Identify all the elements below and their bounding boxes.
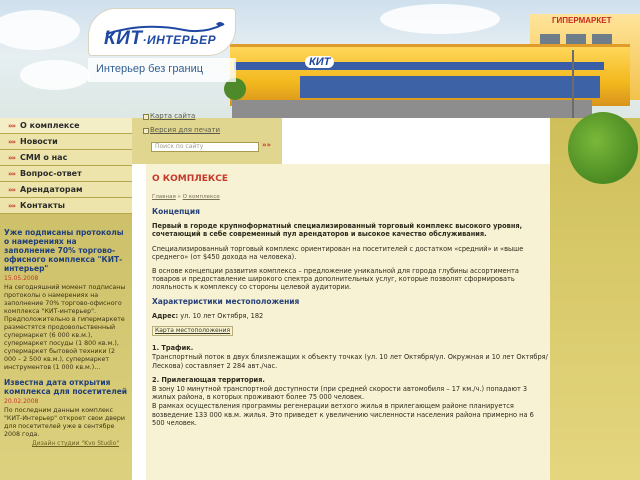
left-sidebar [0,118,132,480]
main-menu [0,118,132,214]
paragraph: Транспортный поток в двух близлежащих к объекту точках (ул. 10 лет Октября/ул. Окружная и 10 лет Октября/Лескова) составляет 2 284 авт./час. [152,353,548,370]
news-title-link[interactable]: Уже подписаны протоколы о намерениях на заполнение 70% торгово-офисного комплекса "КИТ-интерьер" [4,228,124,273]
address-line [152,312,548,320]
sitemap-icon [143,114,149,120]
utility-panel [132,118,282,164]
logo-sub: ·ИНТЕРЬЕР [142,33,217,47]
news-date: 15.05.2008 [4,275,39,282]
double-arrow-icon: »» [8,137,16,146]
breadcrumb-separator: » [175,194,183,200]
page-title: О КОМПЛЕКСЕ [152,174,229,184]
logo-main: КИТ [104,28,143,49]
menu-item-label: Новости [20,137,58,146]
cloud [380,4,500,34]
developer-link[interactable]: Дизайн студии "Kvo Studio" [32,440,120,447]
logo[interactable] [104,28,216,50]
cloud [20,60,90,90]
search-input[interactable]: Поиск по сайту [151,142,259,152]
tree-icon [568,112,638,184]
shop-band [300,76,600,98]
map-link[interactable]: Карта местоположения [152,326,233,336]
menu-item-news[interactable] [0,134,132,150]
double-arrow-icon: »» [8,153,16,162]
paragraph: В зону 10 минутной транспортной доступности (при средней скорости автомобиля – 17 км./ч.) попадают 3 жилых района, в которых проживают более 75 000 человек. [152,385,528,402]
lead-paragraph: Первый в городе крупноформатный специализированный торговый комплекс высокого уровня, сочетающий в себе современный пул арендаторов и высокое качество обслуживания. [152,222,523,239]
slogan: Интерьер без границ [96,63,204,75]
menu-item-faq[interactable] [0,166,132,182]
menu-item-tenants[interactable] [0,182,132,198]
section-title-location: Характеристики местоположения [152,296,300,306]
breadcrumb [152,194,220,200]
double-arrow-icon: »» [8,169,16,178]
breadcrumb-home-link[interactable]: Главная [152,194,176,200]
tower-sign: ГИПЕРМАРКЕТ [552,16,612,25]
print-link[interactable]: Версия для печати [150,126,221,134]
menu-item-label: Арендаторам [20,185,83,194]
menu-item-about[interactable] [0,118,132,134]
sitemap-link[interactable]: Карта сайта [150,112,196,120]
paragraph: В рамках осуществления программы регенерации ветхого жилья в прилегающем районе планируется возведение 133 000 кв.м. жилья. Это приведет к увеличению численности населения района примерно на 6 500 человек. [152,402,534,427]
double-arrow-icon: »» [8,185,16,194]
news-date: 20.02.2008 [4,398,39,405]
cloud [0,10,80,50]
address-label: Адрес: [152,311,179,320]
double-arrow-icon: »» [8,121,16,130]
building-logo-sign: КИТ [305,56,334,68]
news-text: По последним данным комплекс "КИТ-Интерьер" откроет свои двери для посетителей уже в сентябре 2008 года. [4,407,125,438]
search-submit-button[interactable]: »» [262,141,272,149]
item-title: 1. Трафик. [152,344,194,353]
breadcrumb-current: О комплексе [182,194,220,200]
lamp-post [572,50,574,118]
menu-item-label: СМИ о нас [20,153,68,162]
parking-lot [232,100,592,118]
news-text: На сегодняшний момент подписаны протоколы о намерениях на заполнение 70% торгово-офисного комплекса "КИТ-интерьер". Предположительно в гипермаркете разместятся продовольственный супермаркет (6 000 кв.м.), супермаркет посуды (1 800 кв.м.), супермаркет бытовой техники (2 000 – 2 500 кв.м.), супермаркет инструментов (1 000 кв.м.)... [4,284,126,371]
menu-item-label: Вопрос-ответ [20,169,82,178]
news-list [4,228,128,445]
menu-item-label: О комплексе [20,121,80,130]
article [152,208,548,433]
menu-item-label: Контакты [20,201,65,210]
news-title-link[interactable]: Известна дата открытия комплекса для посетителей [4,378,128,396]
header-banner [0,0,640,118]
double-arrow-icon: »» [8,201,16,210]
paragraph: Специализированный торговый комплекс ориентирован на посетителей с достатком «средний» и «выше среднего» (от $450 дохода на человека). [152,244,524,261]
roof-stripe [234,62,604,70]
print-icon [143,128,149,134]
paragraph: В основе концепции развития комплекса – предложение уникальной для города глубины ассортимента товаров и предоставление широкого спектра дополнительных услуг, которые позволят сформировать лояльность к комплексу со стороны целевой аудитории. [152,267,519,292]
menu-item-contacts[interactable] [0,198,132,214]
address-value: ул. 10 лет Октября, 182 [178,311,264,320]
menu-item-media[interactable] [0,150,132,166]
item-title: 2. Прилегающая территория. [152,375,265,384]
section-title-concept: Концепция [152,207,200,216]
